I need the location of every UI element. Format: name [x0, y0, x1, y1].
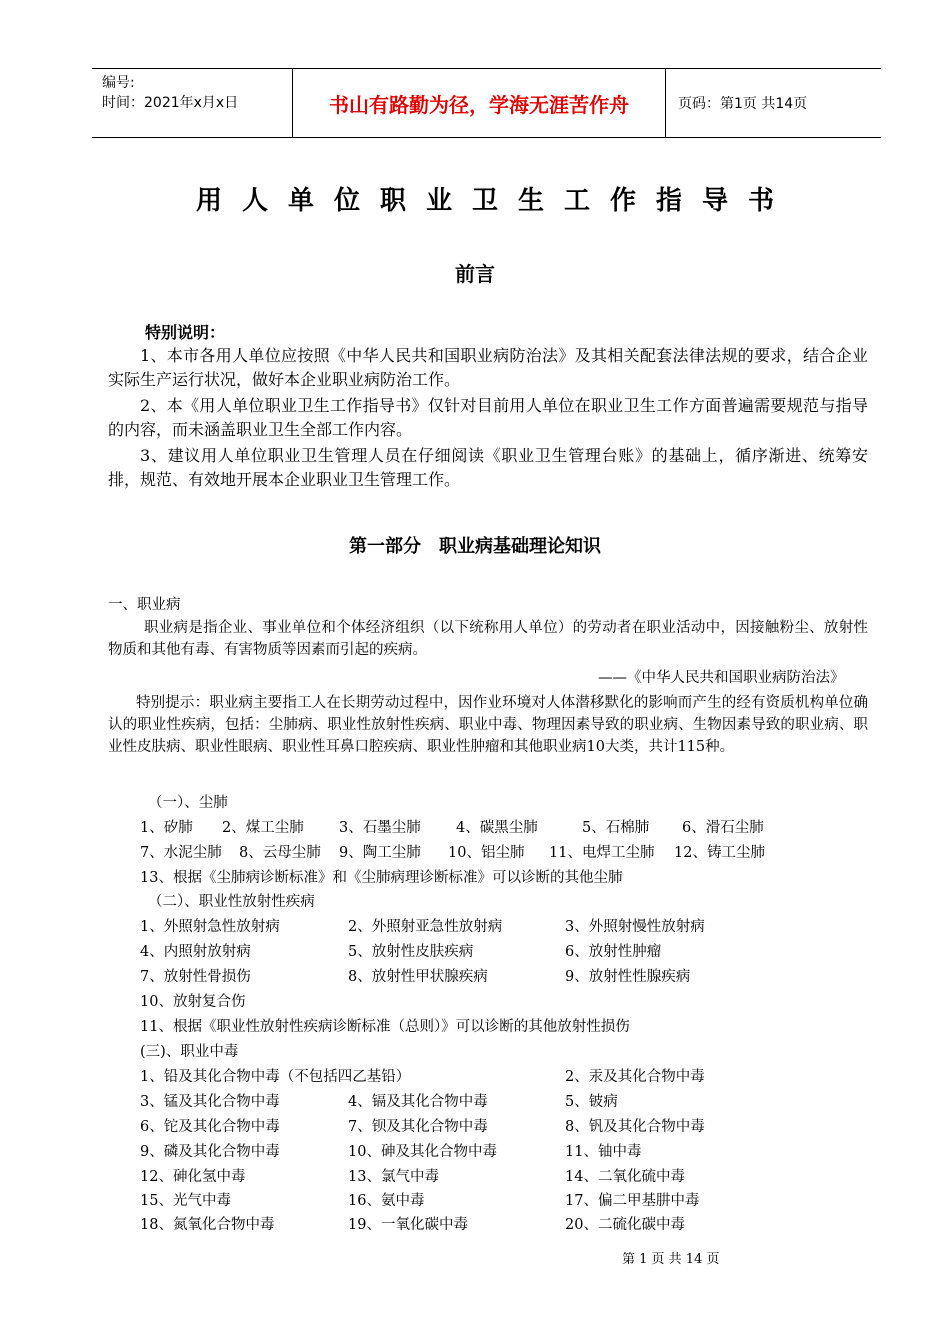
page-footer: 第 1 页 共 14 页 [622, 1252, 720, 1267]
list-item: 2、煤工尘肺 [222, 820, 304, 836]
tip-paragraph: 特别提示：职业病主要指工人在长期劳动过程中，因作业环境对人体潜移默化的影响而产生的经有资质机构单位确认的职业性疾病，包括：尘肺病、职业性放射性疾病、职业中毒、物理因素导致的职业病、生物因素导致的职业病、职业性皮肤病、职业性眼病、职业性耳鼻口腔疾病、职业性肿瘤和其他职业病10大类，共计115种。 [108, 695, 868, 755]
list-item: 10、铝尘肺 [448, 845, 525, 861]
list-item: 1、铅及其化合物中毒（不包括四乙基铅） [140, 1069, 411, 1085]
list-item: 8、云母尘肺 [239, 845, 321, 861]
list-item: 2、外照射亚急性放射病 [348, 919, 503, 935]
number-label: 编号: [102, 75, 135, 91]
notice-paragraph: 2、本《用人单位职业卫生工作指导书》仅针对目前用人单位在职业卫生工作方面普遍需要规范与指导的内容，而未涵盖职业卫生全部工作内容。 [108, 396, 868, 439]
page-header [92, 68, 881, 138]
list-item: 13、氯气中毒 [348, 1169, 439, 1185]
header-meta [102, 73, 238, 113]
list-item: 3、锰及其化合物中毒 [140, 1094, 280, 1110]
list-item: 16、氨中毒 [348, 1193, 425, 1209]
preface-heading: 前言 [455, 262, 495, 286]
time-label: 时间：2021年x月x日 [102, 95, 239, 111]
list-item: 17、偏二甲基肼中毒 [565, 1193, 700, 1209]
category-heading: (三)、职业中毒 [140, 1044, 239, 1060]
list-item: 13、根据《尘肺病诊断标准》和《尘肺病理诊断标准》可以诊断的其他尘肺 [140, 870, 623, 886]
list-item: 12、砷化氢中毒 [140, 1169, 246, 1185]
list-item: 10、砷及其化合物中毒 [348, 1144, 497, 1160]
list-item: 5、放射性皮肤疾病 [348, 944, 474, 960]
part-heading: 第一部分 职业病基础理论知识 [349, 536, 601, 557]
list-item: 9、磷及其化合物中毒 [140, 1144, 280, 1160]
list-item: 15、光气中毒 [140, 1193, 231, 1209]
list-item: 9、陶工尘肺 [339, 845, 421, 861]
list-item: 5、石棉肺 [582, 820, 650, 836]
section-heading: 一、职业病 [108, 597, 181, 613]
header-page-info: 页码：第1页 共14页 [678, 96, 808, 112]
list-item: 2、汞及其化合物中毒 [565, 1069, 705, 1085]
list-item: 11、铀中毒 [565, 1144, 642, 1160]
list-item: 20、二硫化碳中毒 [565, 1217, 685, 1233]
list-item: 6、滑石尘肺 [682, 820, 764, 836]
list-item: 8、钒及其化合物中毒 [565, 1119, 705, 1135]
definition-paragraph: 职业病是指企业、事业单位和个体经济组织（以下统称用人单位）的劳动者在职业活动中，因接触粉尘、放射性物质和其他有毒、有害物质等因素而引起的疾病。 [108, 620, 868, 658]
list-item: 18、氮氧化合物中毒 [140, 1217, 275, 1233]
list-item: 7、钡及其化合物中毒 [348, 1119, 488, 1135]
list-item: 9、放射性性腺疾病 [565, 969, 691, 985]
notice-label: 特别说明： [145, 323, 226, 342]
list-item: 12、铸工尘肺 [674, 845, 765, 861]
category-heading: （二）、职业性放射性疾病 [148, 894, 315, 910]
header-motto: 书山有路勤为径，学海无涯苦作舟 [329, 92, 629, 117]
source-citation: ——《中华人民共和国职业病防治法》 [598, 670, 845, 686]
list-item: 1、外照射急性放射病 [140, 919, 280, 935]
header-divider [665, 69, 666, 137]
list-item: 3、外照射慢性放射病 [565, 919, 705, 935]
list-item: 10、放射复合伤 [140, 994, 246, 1010]
list-item: 1、矽肺 [140, 820, 193, 836]
notice-paragraph: 3、建议用人单位职业卫生管理人员在仔细阅读《职业卫生管理台账》的基础上，循序渐进、统筹安排，规范、有效地开展本企业职业卫生管理工作。 [108, 446, 868, 489]
list-item: 4、碳黑尘肺 [456, 820, 538, 836]
list-item: 5、铍病 [565, 1094, 618, 1110]
list-item: 3、石墨尘肺 [339, 820, 421, 836]
list-item: 14、二氧化硫中毒 [565, 1169, 685, 1185]
list-item: 11、根据《职业性放射性疾病诊断标准（总则）》可以诊断的其他放射性损伤 [140, 1019, 630, 1035]
list-item: 19、一氧化碳中毒 [348, 1217, 468, 1233]
list-item: 7、放射性骨损伤 [140, 969, 251, 985]
category-heading: （一）、尘肺 [148, 795, 228, 811]
list-item: 8、放射性甲状腺疾病 [348, 969, 488, 985]
notice-paragraph: 1、本市各用人单位应按照《中华人民共和国职业病防治法》及其相关配套法律法规的要求，结合企业实际生产运行状况，做好本企业职业病防治工作。 [108, 346, 868, 389]
list-item: 7、水泥尘肺 [140, 845, 222, 861]
list-item: 4、内照射放射病 [140, 944, 251, 960]
list-item: 6、放射性肿瘤 [565, 944, 662, 960]
list-item: 6、铊及其化合物中毒 [140, 1119, 280, 1135]
header-divider [292, 69, 293, 137]
list-item: 11、电焊工尘肺 [549, 845, 655, 861]
list-item: 4、镉及其化合物中毒 [348, 1094, 488, 1110]
document-title: 用人单位职业卫生工作指导书 [195, 186, 794, 216]
